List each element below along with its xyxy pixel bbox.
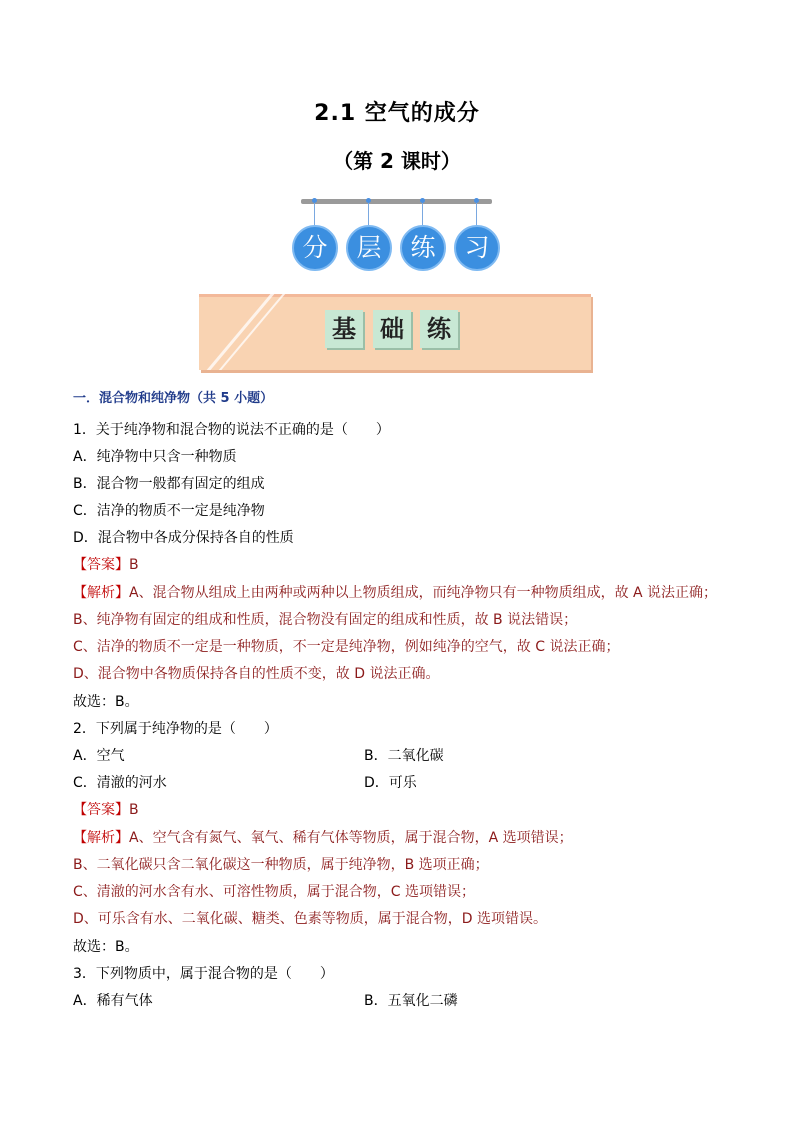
answer-tag: 【答案】 <box>73 557 129 573</box>
analysis-text: B、二氧化碳只含二氧化碳这一种物质，属于纯净物，B 选项正确； <box>73 857 489 873</box>
banner-char: 练 <box>420 310 458 348</box>
question-stem: 2．下列属于纯净物的是（ ） <box>73 721 278 737</box>
badge-char: 习 <box>454 225 500 271</box>
analysis-text: D、可乐含有水、二氧化碳、糖类、色素等物质，属于混合物，D 选项错误。 <box>73 911 548 927</box>
analysis-text: D、混合物中各物质保持各自的性质不变，故 D 说法正确。 <box>73 666 440 682</box>
banner-band <box>199 294 591 297</box>
badge-char: 分 <box>292 225 338 271</box>
choice-line: 故选：B。 <box>73 694 139 710</box>
question-stem: 3．下列物质中，属于混合物的是（ ） <box>73 966 334 982</box>
page-subtitle: （第 2 课时） <box>333 149 461 173</box>
option: B．五氧化二磷 <box>364 993 458 1009</box>
option: A．纯净物中只含一种物质 <box>73 449 237 465</box>
hanger-pin <box>420 198 425 226</box>
answer-line <box>73 800 139 820</box>
answer-tag: 【答案】 <box>73 802 129 818</box>
banner-char: 础 <box>373 310 411 348</box>
question-stem: 1．关于纯净物和混合物的说法不正确的是（ ） <box>73 422 390 438</box>
analysis-text: B、纯净物有固定的组成和性质，混合物没有固定的组成和性质，故 B 说法错误； <box>73 612 578 628</box>
option: B．混合物一般都有固定的组成 <box>73 476 265 492</box>
answer-value: B <box>129 557 139 573</box>
answer-value: B <box>129 802 139 818</box>
badge-char: 练 <box>400 225 446 271</box>
analysis-line <box>73 828 573 848</box>
analysis-tag: 【解析】 <box>73 585 129 601</box>
option: D．混合物中各成分保持各自的性质 <box>73 530 294 546</box>
level-banner <box>199 294 591 370</box>
analysis-text: C、洁净的物质不一定是一种物质，不一定是纯净物，例如纯净的空气，故 C 说法正确； <box>73 639 620 655</box>
hanger-pin <box>366 198 371 226</box>
banner-stripe <box>213 294 292 370</box>
page-title: 2.1 空气的成分 <box>314 101 480 126</box>
section-heading: 一．混合物和纯净物（共 5 小题） <box>73 391 274 406</box>
choice-line: 故选：B。 <box>73 939 139 955</box>
badge-char: 层 <box>346 225 392 271</box>
analysis-text: A、混合物从组成上由两种或两种以上物质组成，而纯净物只有一种物质组成，故 A 说法正确； <box>129 585 718 601</box>
option: D．可乐 <box>364 775 417 791</box>
option: A．稀有气体 <box>73 993 153 1009</box>
hanger-pin <box>312 198 317 226</box>
banner-stripe <box>201 294 280 370</box>
analysis-tag: 【解析】 <box>73 830 129 846</box>
option: A．空气 <box>73 748 125 764</box>
hanger-pin <box>474 198 479 226</box>
answer-line <box>73 555 139 575</box>
option: B．二氧化碳 <box>364 748 444 764</box>
analysis-text: A、空气含有氮气、氧气、稀有气体等物质，属于混合物，A 选项错误； <box>129 830 573 846</box>
analysis-text: C、清澈的河水含有水、可溶性物质，属于混合物，C 选项错误； <box>73 884 475 900</box>
option: C．洁净的物质不一定是纯净物 <box>73 503 265 519</box>
banner-char: 基 <box>325 310 363 348</box>
analysis-line <box>73 583 717 603</box>
hanger-rod <box>301 199 492 204</box>
option: C．清澈的河水 <box>73 775 167 791</box>
